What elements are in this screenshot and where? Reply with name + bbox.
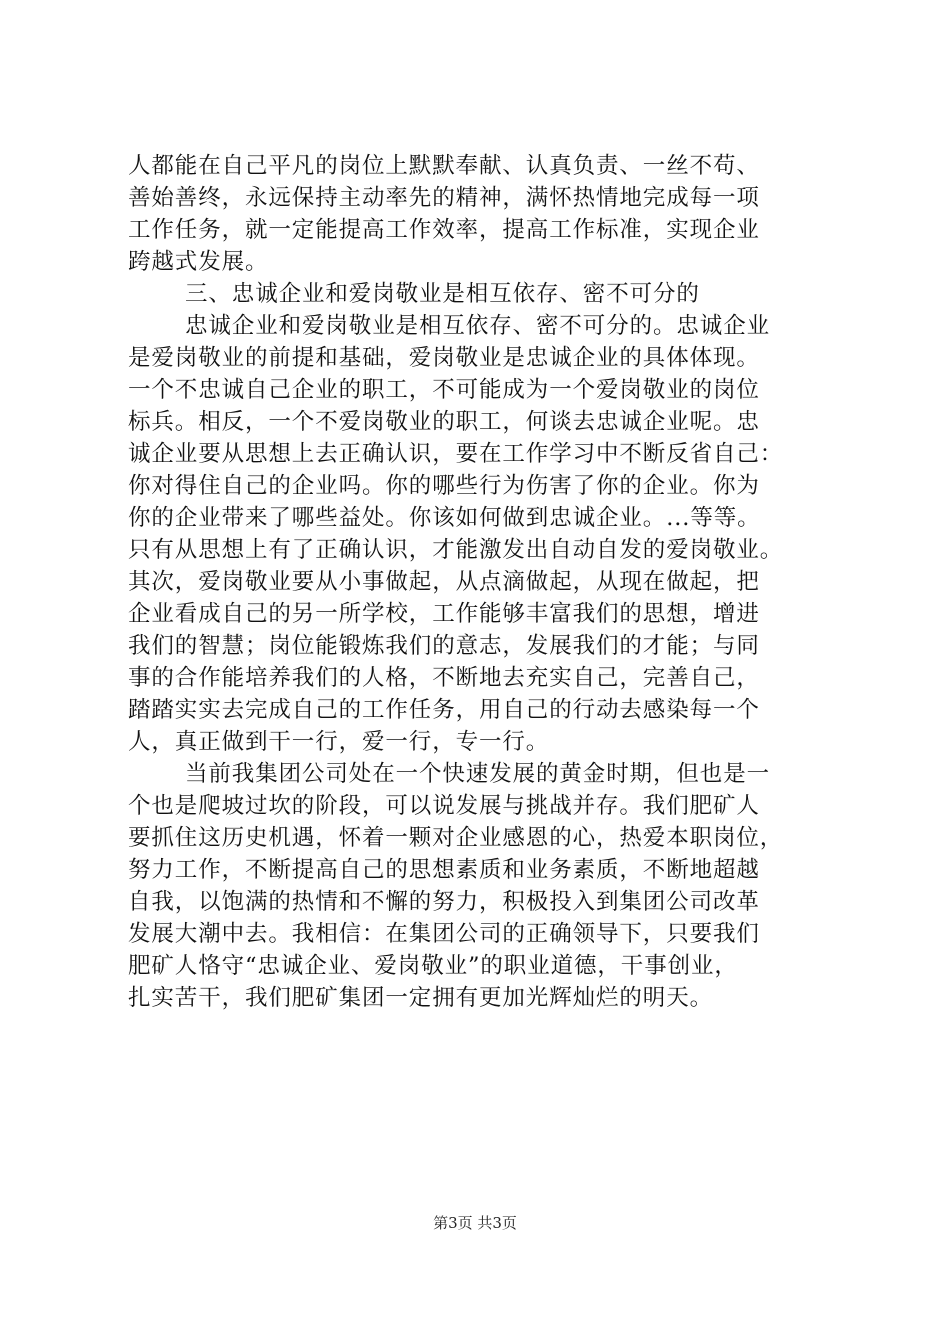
text-line: 善始善终，永远保持主动率先的精神，满怀热情地完成每一项 [128,185,760,211]
text-line: 人，真正做到干一行，爱一行，专一行。 [128,729,550,755]
text-line: 只有从思想上有了正确认识，才能激发出自动自发的爱岗敬业。 [128,537,784,563]
text-line: 人都能在自己平凡的岗位上默默奉献、认真负责、一丝不苟、 [128,153,760,179]
text-line: 自我，以饱满的热情和不懈的努力，积极投入到集团公司改革 [128,889,760,915]
text-line: 其次，爱岗敬业要从小事做起，从点滴做起，从现在做起，把 [128,569,760,595]
text-line: 扎实苦干，我们肥矿集团一定拥有更加光辉灿烂的明天。 [128,985,714,1011]
text-line: 一个不忠诚自己企业的职工，不可能成为一个爱岗敬业的岗位 [128,377,760,403]
text-line: 标兵。相反，一个不爱岗敬业的职工，何谈去忠诚企业呢。忠 [128,409,760,435]
text-line: 是爱岗敬业的前提和基础，爱岗敬业是忠诚企业的具体体现。 [128,345,760,371]
text-line: 当前我集团公司处在一个快速发展的黄金时期，但也是一 [185,761,771,787]
text-line: 工作任务，就一定能提高工作效率，提高工作标准，实现企业 [128,217,760,243]
text-line: 事的合作能培养我们的人格，不断地去充实自己，完善自己， [128,665,760,691]
text-line: 三、忠诚企业和爱岗敬业是相互依存、密不可分的 [185,281,700,307]
text-line: 你对得住自己的企业吗。你的哪些行为伤害了你的企业。你为 [128,473,760,499]
text-line: 个也是爬坡过坎的阶段，可以说发展与挑战并存。我们肥矿人 [128,793,760,819]
document-body [128,150,833,1014]
page-footer: 第3页 共3页 [433,1214,517,1232]
text-line: 踏踏实实去完成自己的工作任务，用自己的行动去感染每一个 [128,697,760,723]
text-line: 诚企业要从思想上去正确认识，要在工作学习中不断反省自己： [128,441,784,467]
text-line: 我们的智慧；岗位能锻炼我们的意志，发展我们的才能；与同 [128,633,760,659]
text-line: 跨越式发展。 [128,249,269,275]
text-line: 要抓住这历史机遇，怀着一颗对企业感恩的心，热爱本职岗位， [128,825,784,851]
text-line: 肥矿人恪守“忠诚企业、爱岗敬业”的职业道德，干事创业， [128,953,738,979]
text-line: 忠诚企业和爱岗敬业是相互依存、密不可分的。忠诚企业 [185,313,771,339]
text-line: 发展大潮中去。我相信：在集团公司的正确领导下，只要我们 [128,921,760,947]
text-line: 努力工作，不断提高自己的思想素质和业务素质，不断地超越 [128,857,760,883]
text-line: 企业看成自己的另一所学校，工作能够丰富我们的思想，增进 [128,601,760,627]
text-line: 你的企业带来了哪些益处。你该如何做到忠诚企业。...等等。 [128,505,761,531]
